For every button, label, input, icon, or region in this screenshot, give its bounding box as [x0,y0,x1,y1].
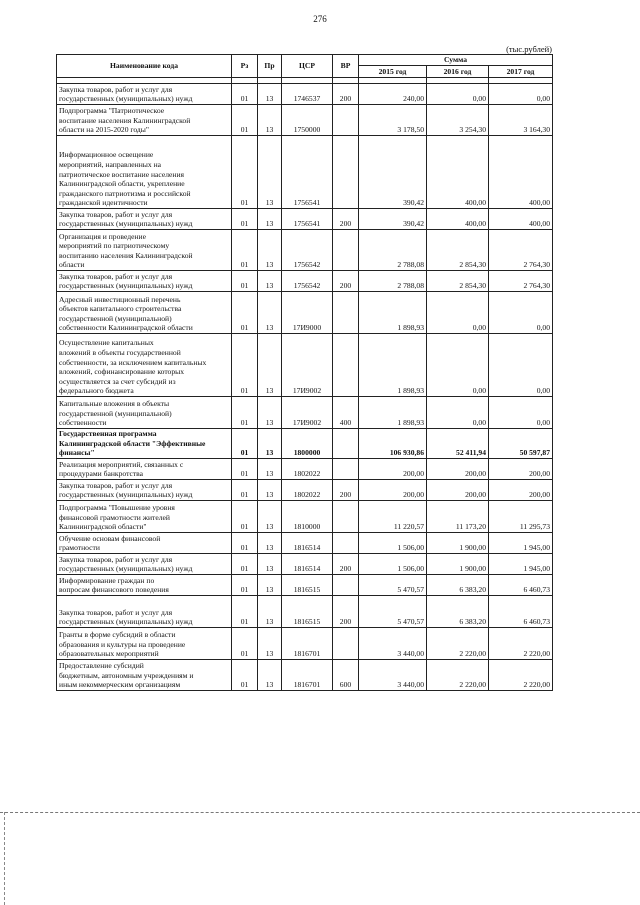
margin-line [4,812,5,905]
row-2015-cell: 2 788,08 [359,230,427,271]
row-name-cell: Государственная программа Калининградской области "Эффективные финансы" [57,429,232,459]
row-2016-cell: 0,00 [427,397,489,429]
page-number: 276 [313,14,327,24]
header-name: Наименование кода [57,55,232,78]
row-2016-cell: 2 220,00 [427,660,489,691]
row-csr-cell: 1816515 [282,596,333,628]
row-csr-cell: 1802022 [282,480,333,501]
row-rz-cell: 01 [232,292,258,334]
table-row [57,459,553,480]
row-vr-cell: 200 [333,209,359,230]
row-2016-cell: 200,00 [427,480,489,501]
row-pr-cell: 13 [258,429,282,459]
row-vr-cell: 200 [333,596,359,628]
row-vr-cell: 200 [333,271,359,292]
row-csr-cell: 1746537 [282,84,333,105]
table-row [57,271,553,292]
row-name-cell: Реализация мероприятий, связанных с процедурами банкротства [57,459,232,480]
row-rz-cell: 01 [232,575,258,596]
row-2017-cell: 400,00 [489,209,553,230]
row-2015-cell: 106 930,86 [359,429,427,459]
row-name-cell: Информирование граждан по вопросам финансового поведения [57,575,232,596]
row-pr-cell: 13 [258,533,282,554]
table-row [57,397,553,429]
row-csr-cell: 1816514 [282,554,333,575]
row-pr-cell: 13 [258,628,282,660]
table-row [57,575,553,596]
header-csr: ЦСР [282,55,333,78]
row-2015-cell: 5 470,57 [359,596,427,628]
row-2015-cell: 240,00 [359,84,427,105]
table-row [57,84,553,105]
row-vr-cell [333,575,359,596]
row-csr-cell: 1802022 [282,459,333,480]
row-2017-cell: 0,00 [489,292,553,334]
row-2016-cell: 52 411,94 [427,429,489,459]
page-bottom-divider [0,812,640,813]
row-2015-cell: 390,42 [359,136,427,209]
table-row [57,660,553,691]
table-header [57,55,553,84]
row-rz-cell: 01 [232,596,258,628]
row-2015-cell: 3 440,00 [359,628,427,660]
row-pr-cell: 13 [258,136,282,209]
row-rz-cell: 01 [232,84,258,105]
row-csr-cell: 17И9002 [282,334,333,397]
row-pr-cell: 13 [258,230,282,271]
row-2015-cell: 3 178,50 [359,105,427,136]
row-rz-cell: 01 [232,628,258,660]
row-2016-cell: 2 854,30 [427,230,489,271]
row-pr-cell: 13 [258,501,282,533]
row-csr-cell: 1756542 [282,230,333,271]
row-vr-cell: 600 [333,660,359,691]
row-name-cell: Закупка товаров, работ и услуг для государственных (муниципальных) нужд [57,554,232,575]
row-name-cell: Предоставление субсидий бюджетным, автономным учреждениям и иным некоммерческим организациям [57,660,232,691]
header-2016: 2016 год [427,66,489,78]
row-2017-cell: 2 220,00 [489,628,553,660]
table-row [57,209,553,230]
table-row [57,480,553,501]
row-2016-cell: 400,00 [427,209,489,230]
row-rz-cell: 01 [232,230,258,271]
row-vr-cell [333,533,359,554]
row-2016-cell: 2 854,30 [427,271,489,292]
row-name-cell: Закупка товаров, работ и услуг для государственных (муниципальных) нужд [57,480,232,501]
row-pr-cell: 13 [258,575,282,596]
row-vr-cell [333,501,359,533]
row-2016-cell: 6 383,20 [427,575,489,596]
row-2017-cell: 50 597,87 [489,429,553,459]
row-rz-cell: 01 [232,554,258,575]
row-csr-cell: 1816515 [282,575,333,596]
row-name-cell: Подпрограмма "Повышение уровня финансовой грамотности жителей Калининградской области" [57,501,232,533]
row-2017-cell: 6 460,73 [489,596,553,628]
row-rz-cell: 01 [232,397,258,429]
row-name-cell: Осуществление капитальных вложений в объекты государственной собственности, за исключением капитальных вложений, софинансирование которых осуществляется за счет субсидий из федерального бюджета [57,334,232,397]
row-2016-cell: 1 900,00 [427,554,489,575]
row-2017-cell: 2 764,30 [489,230,553,271]
row-2015-cell: 3 440,00 [359,660,427,691]
row-vr-cell: 200 [333,480,359,501]
row-vr-cell: 200 [333,554,359,575]
header-rz: Рз [232,55,258,78]
row-rz-cell: 01 [232,501,258,533]
row-rz-cell: 01 [232,480,258,501]
row-pr-cell: 13 [258,660,282,691]
table-row [57,230,553,271]
row-csr-cell: 1756542 [282,271,333,292]
row-name-cell: Закупка товаров, работ и услуг для государственных (муниципальных) нужд [57,271,232,292]
row-2017-cell: 2 220,00 [489,660,553,691]
row-rz-cell: 01 [232,105,258,136]
row-vr-cell [333,292,359,334]
row-csr-cell: 1810000 [282,501,333,533]
header-vr: ВР [333,55,359,78]
row-2016-cell: 3 254,30 [427,105,489,136]
row-rz-cell: 01 [232,136,258,209]
row-2015-cell: 5 470,57 [359,575,427,596]
row-2016-cell: 1 900,00 [427,533,489,554]
row-vr-cell: 200 [333,84,359,105]
row-vr-cell [333,628,359,660]
row-csr-cell: 1816701 [282,660,333,691]
row-pr-cell: 13 [258,554,282,575]
row-vr-cell [333,105,359,136]
row-2015-cell: 1 898,93 [359,334,427,397]
row-vr-cell [333,334,359,397]
row-2017-cell: 200,00 [489,459,553,480]
row-name-cell: Закупка товаров, работ и услуг для государственных (муниципальных) нужд [57,596,232,628]
row-pr-cell: 13 [258,334,282,397]
row-vr-cell [333,136,359,209]
table-row [57,628,553,660]
row-name-cell: Обучение основам финансовой грамотности [57,533,232,554]
row-2015-cell: 1 506,00 [359,554,427,575]
row-csr-cell: 1800000 [282,429,333,459]
row-pr-cell: 13 [258,596,282,628]
table-row [57,554,553,575]
row-2017-cell: 1 945,00 [489,554,553,575]
row-2016-cell: 0,00 [427,334,489,397]
row-2017-cell: 6 460,73 [489,575,553,596]
row-vr-cell [333,429,359,459]
row-2016-cell: 0,00 [427,292,489,334]
row-name-cell: Адресный инвестиционный перечень объектов капитального строительства государственной (муниципальной) собственности Калининградской области [57,292,232,334]
row-csr-cell: 17И9000 [282,292,333,334]
row-rz-cell: 01 [232,209,258,230]
row-name-cell: Капитальные вложения в объекты государственной (муниципальной) собственности [57,397,232,429]
row-2016-cell: 200,00 [427,459,489,480]
row-csr-cell: 1816514 [282,533,333,554]
row-pr-cell: 13 [258,480,282,501]
table-body [57,84,553,691]
row-pr-cell: 13 [258,292,282,334]
row-2017-cell: 2 764,30 [489,271,553,292]
table-row [57,596,553,628]
row-2017-cell: 0,00 [489,334,553,397]
budget-table [56,54,553,691]
row-2017-cell: 1 945,00 [489,533,553,554]
row-name-cell: Организация и проведение мероприятий по патриотическому воспитанию населения Калининградской области [57,230,232,271]
row-2015-cell: 200,00 [359,480,427,501]
table-row [57,136,553,209]
row-rz-cell: 01 [232,459,258,480]
header-2015: 2015 год [359,66,427,78]
table-row [57,292,553,334]
row-2016-cell: 0,00 [427,84,489,105]
row-2016-cell: 6 383,20 [427,596,489,628]
row-rz-cell: 01 [232,271,258,292]
row-name-cell: Гранты в форме субсидий в области образования и культуры на проведение образовательных мероприятий [57,628,232,660]
row-2017-cell: 0,00 [489,397,553,429]
row-rz-cell: 01 [232,533,258,554]
row-2015-cell: 200,00 [359,459,427,480]
row-name-cell: Закупка товаров, работ и услуг для государственных (муниципальных) нужд [57,84,232,105]
header-2017: 2017 год [489,66,553,78]
row-2015-cell: 390,42 [359,209,427,230]
table-row [57,105,553,136]
row-pr-cell: 13 [258,105,282,136]
row-2015-cell: 11 220,57 [359,501,427,533]
row-csr-cell: 1756541 [282,136,333,209]
row-2016-cell: 11 173,20 [427,501,489,533]
row-2017-cell: 200,00 [489,480,553,501]
row-2015-cell: 1 898,93 [359,397,427,429]
row-rz-cell: 01 [232,660,258,691]
row-2015-cell: 1 898,93 [359,292,427,334]
row-2016-cell: 2 220,00 [427,628,489,660]
table-row [57,501,553,533]
row-pr-cell: 13 [258,271,282,292]
row-pr-cell: 13 [258,397,282,429]
row-rz-cell: 01 [232,429,258,459]
row-name-cell: Закупка товаров, работ и услуг для государственных (муниципальных) нужд [57,209,232,230]
row-name-cell: Информационное освещение мероприятий, направленных на патриотическое воспитание населения Калининградской области, укрепление гражданского патриотизма и российской гражданской идентичности [57,136,232,209]
row-2017-cell: 400,00 [489,136,553,209]
row-vr-cell [333,459,359,480]
row-pr-cell: 13 [258,459,282,480]
units-note: (тыс.рублей) [506,44,552,54]
row-2016-cell: 400,00 [427,136,489,209]
row-csr-cell: 17И9002 [282,397,333,429]
row-vr-cell [333,230,359,271]
row-pr-cell: 13 [258,209,282,230]
row-csr-cell: 1756541 [282,209,333,230]
header-pr: Пр [258,55,282,78]
row-pr-cell: 13 [258,84,282,105]
table-row [57,533,553,554]
row-2017-cell: 3 164,30 [489,105,553,136]
row-vr-cell: 400 [333,397,359,429]
row-csr-cell: 1816701 [282,628,333,660]
row-2015-cell: 2 788,08 [359,271,427,292]
row-2015-cell: 1 506,00 [359,533,427,554]
row-rz-cell: 01 [232,334,258,397]
table-row [57,429,553,459]
row-name-cell: Подпрограмма "Патриотическое воспитание населения Калининградской области на 2015-2020 годы" [57,105,232,136]
header-sum: Сумма [359,55,553,66]
row-2017-cell: 0,00 [489,84,553,105]
row-csr-cell: 1750000 [282,105,333,136]
row-2017-cell: 11 295,73 [489,501,553,533]
table-row [57,334,553,397]
